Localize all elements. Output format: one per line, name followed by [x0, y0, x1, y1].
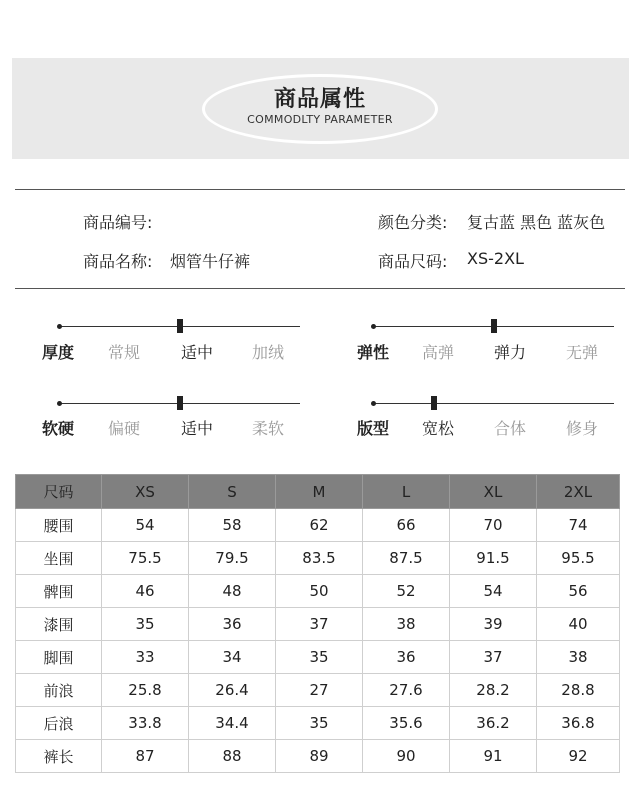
table-header-row [16, 475, 620, 509]
table-cell: 35 [276, 707, 363, 740]
attribute-option-selected: 宽松 [422, 419, 455, 438]
table-cell: 88 [189, 740, 276, 773]
table-cell: 66 [363, 509, 450, 542]
attribute-option: 柔软 [252, 419, 285, 438]
color-value: 复古蓝 黑色 蓝灰色 [467, 213, 606, 232]
table-cell: 35.6 [363, 707, 450, 740]
table-row-label: 髀围 [16, 575, 102, 608]
table-cell: 48 [189, 575, 276, 608]
table-row [16, 509, 620, 542]
table-cell: 74 [537, 509, 620, 542]
attribute-option: 修身 [566, 419, 599, 438]
attribute-option: 高弹 [422, 343, 455, 362]
table-row [16, 575, 620, 608]
slider-start-dot [57, 324, 62, 329]
attribute-category: 软硬 [42, 419, 75, 438]
table-cell: 54 [102, 509, 189, 542]
table-cell: 38 [537, 641, 620, 674]
table-cell: 25.8 [102, 674, 189, 707]
slider-marker [177, 396, 183, 410]
table-row-label: 漆围 [16, 608, 102, 641]
table-row [16, 707, 620, 740]
table-cell: 52 [363, 575, 450, 608]
attribute-option: 无弹 [566, 343, 599, 362]
table-cell: 91.5 [450, 542, 537, 575]
table-cell: 36.8 [537, 707, 620, 740]
slider-start-dot [371, 401, 376, 406]
table-cell: 70 [450, 509, 537, 542]
item-number-label: 商品编号: [83, 213, 153, 232]
table-cell: 89 [276, 740, 363, 773]
table-header-cell: 2XL [537, 475, 620, 509]
table-cell: 36 [189, 608, 276, 641]
table-cell: 36 [363, 641, 450, 674]
table-cell: 62 [276, 509, 363, 542]
slider-marker [177, 319, 183, 333]
table-cell: 35 [102, 608, 189, 641]
table-cell: 54 [450, 575, 537, 608]
page-subtitle: COMMODLTY PARAMETER [247, 113, 393, 126]
table-cell: 50 [276, 575, 363, 608]
table-cell: 39 [450, 608, 537, 641]
table-row-label: 腰围 [16, 509, 102, 542]
page-title: 商品属性 [273, 87, 366, 112]
table-row [16, 608, 620, 641]
size-table [15, 474, 620, 773]
attribute-category: 弹性 [357, 343, 390, 362]
table-cell: 33.8 [102, 707, 189, 740]
table-cell: 34 [189, 641, 276, 674]
slider-start-dot [57, 401, 62, 406]
table-row [16, 542, 620, 575]
table-cell: 79.5 [189, 542, 276, 575]
table-cell: 56 [537, 575, 620, 608]
table-cell: 27.6 [363, 674, 450, 707]
table-header-cell: M [276, 475, 363, 509]
table-cell: 38 [363, 608, 450, 641]
table-cell: 34.4 [189, 707, 276, 740]
slider-marker [431, 396, 437, 410]
table-row-label: 脚围 [16, 641, 102, 674]
table-cell: 83.5 [276, 542, 363, 575]
attribute-option-selected: 适中 [181, 343, 214, 362]
table-row-label: 裤长 [16, 740, 102, 773]
table-cell: 91 [450, 740, 537, 773]
table-header-cell: L [363, 475, 450, 509]
table-header-cell: S [189, 475, 276, 509]
attribute-option: 偏硬 [108, 419, 141, 438]
divider-top [15, 189, 625, 190]
table-cell: 37 [450, 641, 537, 674]
table-cell: 35 [276, 641, 363, 674]
color-label: 颜色分类: [378, 213, 448, 232]
attribute-option: 合体 [494, 419, 527, 438]
attribute-option-selected: 适中 [181, 419, 214, 438]
table-cell: 27 [276, 674, 363, 707]
slider-marker [491, 319, 497, 333]
table-header-cell: XS [102, 475, 189, 509]
table-cell: 92 [537, 740, 620, 773]
attribute-category: 版型 [357, 419, 390, 438]
attribute-option: 加绒 [252, 343, 285, 362]
table-cell: 46 [102, 575, 189, 608]
table-cell: 37 [276, 608, 363, 641]
table-cell: 75.5 [102, 542, 189, 575]
table-cell: 58 [189, 509, 276, 542]
table-cell: 87 [102, 740, 189, 773]
table-row [16, 641, 620, 674]
name-value: 烟管牛仔裤 [170, 252, 251, 271]
divider-bottom [15, 288, 625, 289]
table-cell: 28.2 [450, 674, 537, 707]
table-row [16, 740, 620, 773]
table-cell: 40 [537, 608, 620, 641]
table-cell: 36.2 [450, 707, 537, 740]
table-row-label: 坐围 [16, 542, 102, 575]
table-cell: 26.4 [189, 674, 276, 707]
table-row [16, 674, 620, 707]
table-header-cell: XL [450, 475, 537, 509]
attribute-option: 常规 [108, 343, 141, 362]
size-value: XS-2XL [467, 249, 524, 268]
table-cell: 95.5 [537, 542, 620, 575]
size-label: 商品尺码: [378, 252, 448, 271]
table-cell: 33 [102, 641, 189, 674]
table-cell: 28.8 [537, 674, 620, 707]
table-header-cell: 尺码 [16, 475, 102, 509]
table-cell: 90 [363, 740, 450, 773]
table-body [16, 509, 620, 773]
attribute-option-selected: 弹力 [494, 343, 527, 362]
name-label: 商品名称: [83, 252, 153, 271]
slider-track [374, 403, 614, 404]
table-row-label: 前浪 [16, 674, 102, 707]
table-cell: 87.5 [363, 542, 450, 575]
table-row-label: 后浪 [16, 707, 102, 740]
attribute-category: 厚度 [42, 343, 75, 362]
slider-start-dot [371, 324, 376, 329]
